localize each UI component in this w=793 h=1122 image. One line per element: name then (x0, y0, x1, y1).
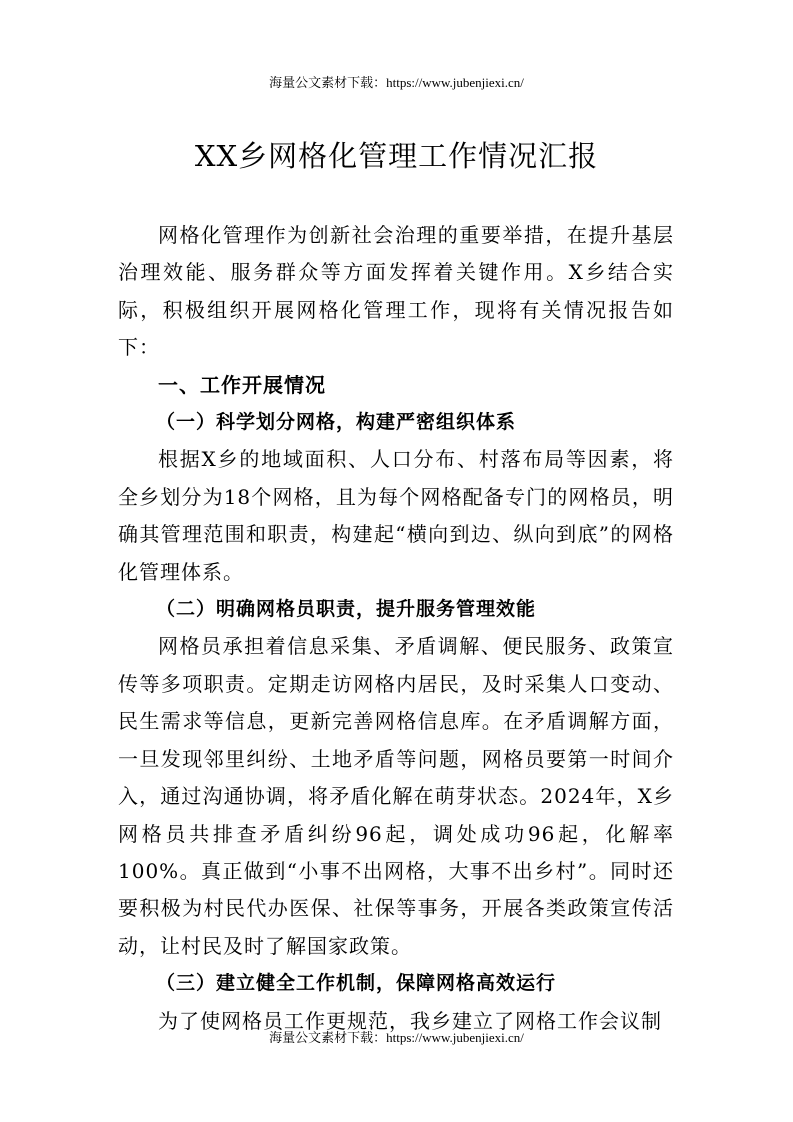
subsection-paragraph-3: 为了使网格员工作更规范，我乡建立了网格工作会议制 (158, 1008, 662, 1033)
subsection-paragraph-2: 网格员承担着信息采集、矛盾调解、便民服务、政策宣传等多项职责。定期走访网格内居民，及时采集人口变动、民生需求等信息，更新完善网格信息库。在矛盾调解方面，一旦发现邻里纠纷、土地矛盾等问题，网格员要第一时间介入，通过沟通协调，将矛盾化解在萌芽状态。2024年，X乡网格员共排查矛盾纠纷96起，调处成功96起，化解率100%。真正做到“小事不出网格，大事不出乡村”。同时还要积极为村民代办医保、社保等事务，开展各类政策宣传活动，让村民及时了解国家政策。 (118, 634, 674, 958)
page-header: 海量公文素材下载：https://www.jubenjiexi.cn/ (269, 75, 524, 90)
document-title: XX乡网格化管理工作情况汇报 (194, 139, 599, 173)
page-footer: 海量公文素材下载：https://www.jubenjiexi.cn/ (269, 1030, 524, 1045)
subsection-heading-1: （一）科学划分网格，构建严密组织体系 (156, 411, 517, 434)
intro-paragraph: 网格化管理作为创新社会治理的重要举措，在提升基层治理效能、服务群众等方面发挥着关键作用。X乡结合实际，积极组织开展网格化管理工作，现将有关情况报告如下： (118, 223, 674, 360)
subsection-heading-2: （二）明确网格员职责，提升服务管理效能 (156, 598, 537, 621)
subsection-heading-3: （三）建立健全工作机制，保障网格高效运行 (156, 972, 557, 995)
section-heading-1: 一、工作开展情况 (158, 372, 326, 397)
subsection-paragraph-1: 根据X乡的地域面积、人口分布、村落布局等因素，将全乡划分为18个网格，且为每个网格配备专门的网格员，明确其管理范围和职责，构建起“横向到边、纵向到底”的网格化管理体系。 (118, 447, 674, 584)
document-body (118, 217, 674, 1040)
